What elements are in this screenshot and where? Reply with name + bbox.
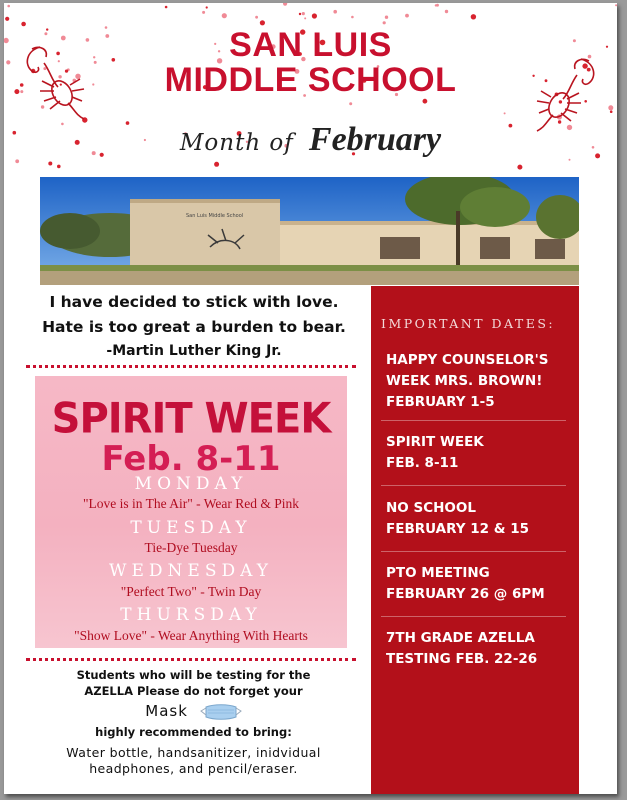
confetti-heart	[333, 10, 337, 14]
important-dates-heading: IMPORTANT DATES:	[381, 316, 556, 331]
event-line: FEB. 8-11	[386, 455, 459, 471]
confetti-heart	[608, 105, 613, 110]
testing-note-line4: Water bottle, handsanitizer, inidvidual	[66, 745, 321, 760]
spirit-week-panel	[35, 376, 347, 648]
confetti-heart	[302, 12, 305, 15]
theme-thursday: "Show Love" - Wear Anything With Hearts	[74, 628, 308, 643]
testing-note-line5: headphones, and pencil/eraser.	[89, 761, 298, 776]
confetti-heart	[312, 13, 317, 18]
confetti-heart	[21, 22, 26, 27]
event-line: HAPPY COUNSELOR'S	[386, 352, 549, 368]
confetti-heart	[471, 14, 476, 19]
divider-dotted-top	[26, 365, 356, 368]
confetti-heart	[610, 110, 613, 113]
event-line: NO SCHOOL	[386, 500, 476, 516]
month-prefix: Month of	[179, 130, 294, 156]
event-no-school	[386, 498, 576, 540]
confetti-heart	[214, 162, 219, 167]
testing-note-mask-row	[26, 702, 361, 721]
school-title-line1: SAN LUIS	[229, 26, 392, 64]
event-line: 7TH GRADE AZELLA	[386, 630, 535, 646]
confetti-heart	[504, 112, 506, 114]
confetti-heart	[385, 16, 388, 19]
confetti-heart	[405, 14, 409, 18]
divider-dotted-bottom	[26, 658, 356, 661]
confetti-heart	[383, 21, 386, 24]
month-heading	[4, 121, 617, 159]
building-sign-text: San Luis Middle School	[186, 213, 244, 219]
confetti-heart	[445, 10, 448, 13]
testing-note-line2: AZELLA Please do not forget your	[84, 684, 303, 698]
confetti-heart	[351, 16, 354, 19]
event-line: FEBRUARY 12 & 15	[386, 521, 530, 537]
event-line: WEEK MRS. BROWN!	[386, 373, 543, 389]
spirit-week-dates: Feb. 8-11	[101, 439, 281, 479]
day-monday: MONDAY	[134, 474, 248, 494]
face-mask-icon	[200, 703, 242, 721]
quote-author: -Martin Luther King Jr.	[106, 343, 282, 359]
confetti-heart	[15, 159, 19, 163]
confetti-heart	[165, 6, 168, 9]
quote-line2: Hate is too great a burden to bear.	[42, 318, 346, 336]
event-line: PTO MEETING	[386, 565, 490, 581]
school-building-photo	[40, 177, 579, 285]
confetti-heart	[517, 165, 522, 170]
confetti-heart	[283, 3, 287, 6]
event-divider	[381, 551, 566, 552]
important-dates-sidebar	[371, 286, 579, 794]
confetti-heart	[206, 6, 208, 8]
theme-monday: "Love is in The Air" - Wear Red & Pink	[82, 496, 300, 511]
event-counselors-week	[386, 350, 576, 413]
theme-tuesday: Tie-Dye Tuesday	[144, 540, 238, 555]
testing-note-line1: Students who will be testing for the	[76, 668, 311, 682]
confetti-heart	[423, 99, 428, 104]
quote-line1: I have decided to stick with love.	[49, 293, 339, 311]
confetti-heart	[349, 102, 352, 105]
day-tuesday: TUESDAY	[130, 518, 252, 538]
confetti-heart	[255, 16, 258, 19]
day-thursday: THURSDAY	[120, 605, 262, 625]
confetti-heart	[615, 4, 617, 6]
confetti-heart	[299, 13, 301, 15]
event-line: SPIRIT WEEK	[386, 434, 484, 450]
month-name: February	[308, 121, 442, 158]
event-azella-testing	[386, 628, 576, 670]
confetti-heart	[260, 20, 265, 25]
confetti-heart	[435, 4, 437, 6]
confetti-heart	[569, 159, 571, 161]
event-line: TESTING FEB. 22-26	[386, 651, 538, 667]
event-line: FEBRUARY 26 @ 6PM	[386, 586, 545, 602]
mask-label: Mask	[145, 702, 188, 720]
confetti-heart	[202, 11, 205, 14]
confetti-heart	[57, 165, 61, 169]
testing-note-line3: highly recommended to bring:	[95, 725, 292, 739]
event-divider	[381, 485, 566, 486]
event-divider	[381, 616, 566, 617]
day-wednesday: WEDNESDAY	[109, 561, 273, 581]
school-title-line2: MIDDLE SCHOOL	[164, 61, 457, 99]
theme-wednesday: "Perfect Two" - Twin Day	[120, 584, 262, 599]
spirit-week-title: SPIRIT WEEK	[51, 394, 331, 444]
event-pto-meeting	[386, 563, 576, 605]
event-spirit-week	[386, 432, 576, 474]
event-divider	[381, 420, 566, 421]
confetti-heart	[5, 17, 9, 21]
confetti-heart	[222, 13, 227, 18]
confetti-heart	[304, 17, 306, 19]
confetti-heart	[7, 5, 10, 8]
flyer-page	[4, 3, 617, 794]
confetti-heart	[48, 162, 52, 166]
event-line: FEBRUARY 1-5	[386, 394, 495, 410]
